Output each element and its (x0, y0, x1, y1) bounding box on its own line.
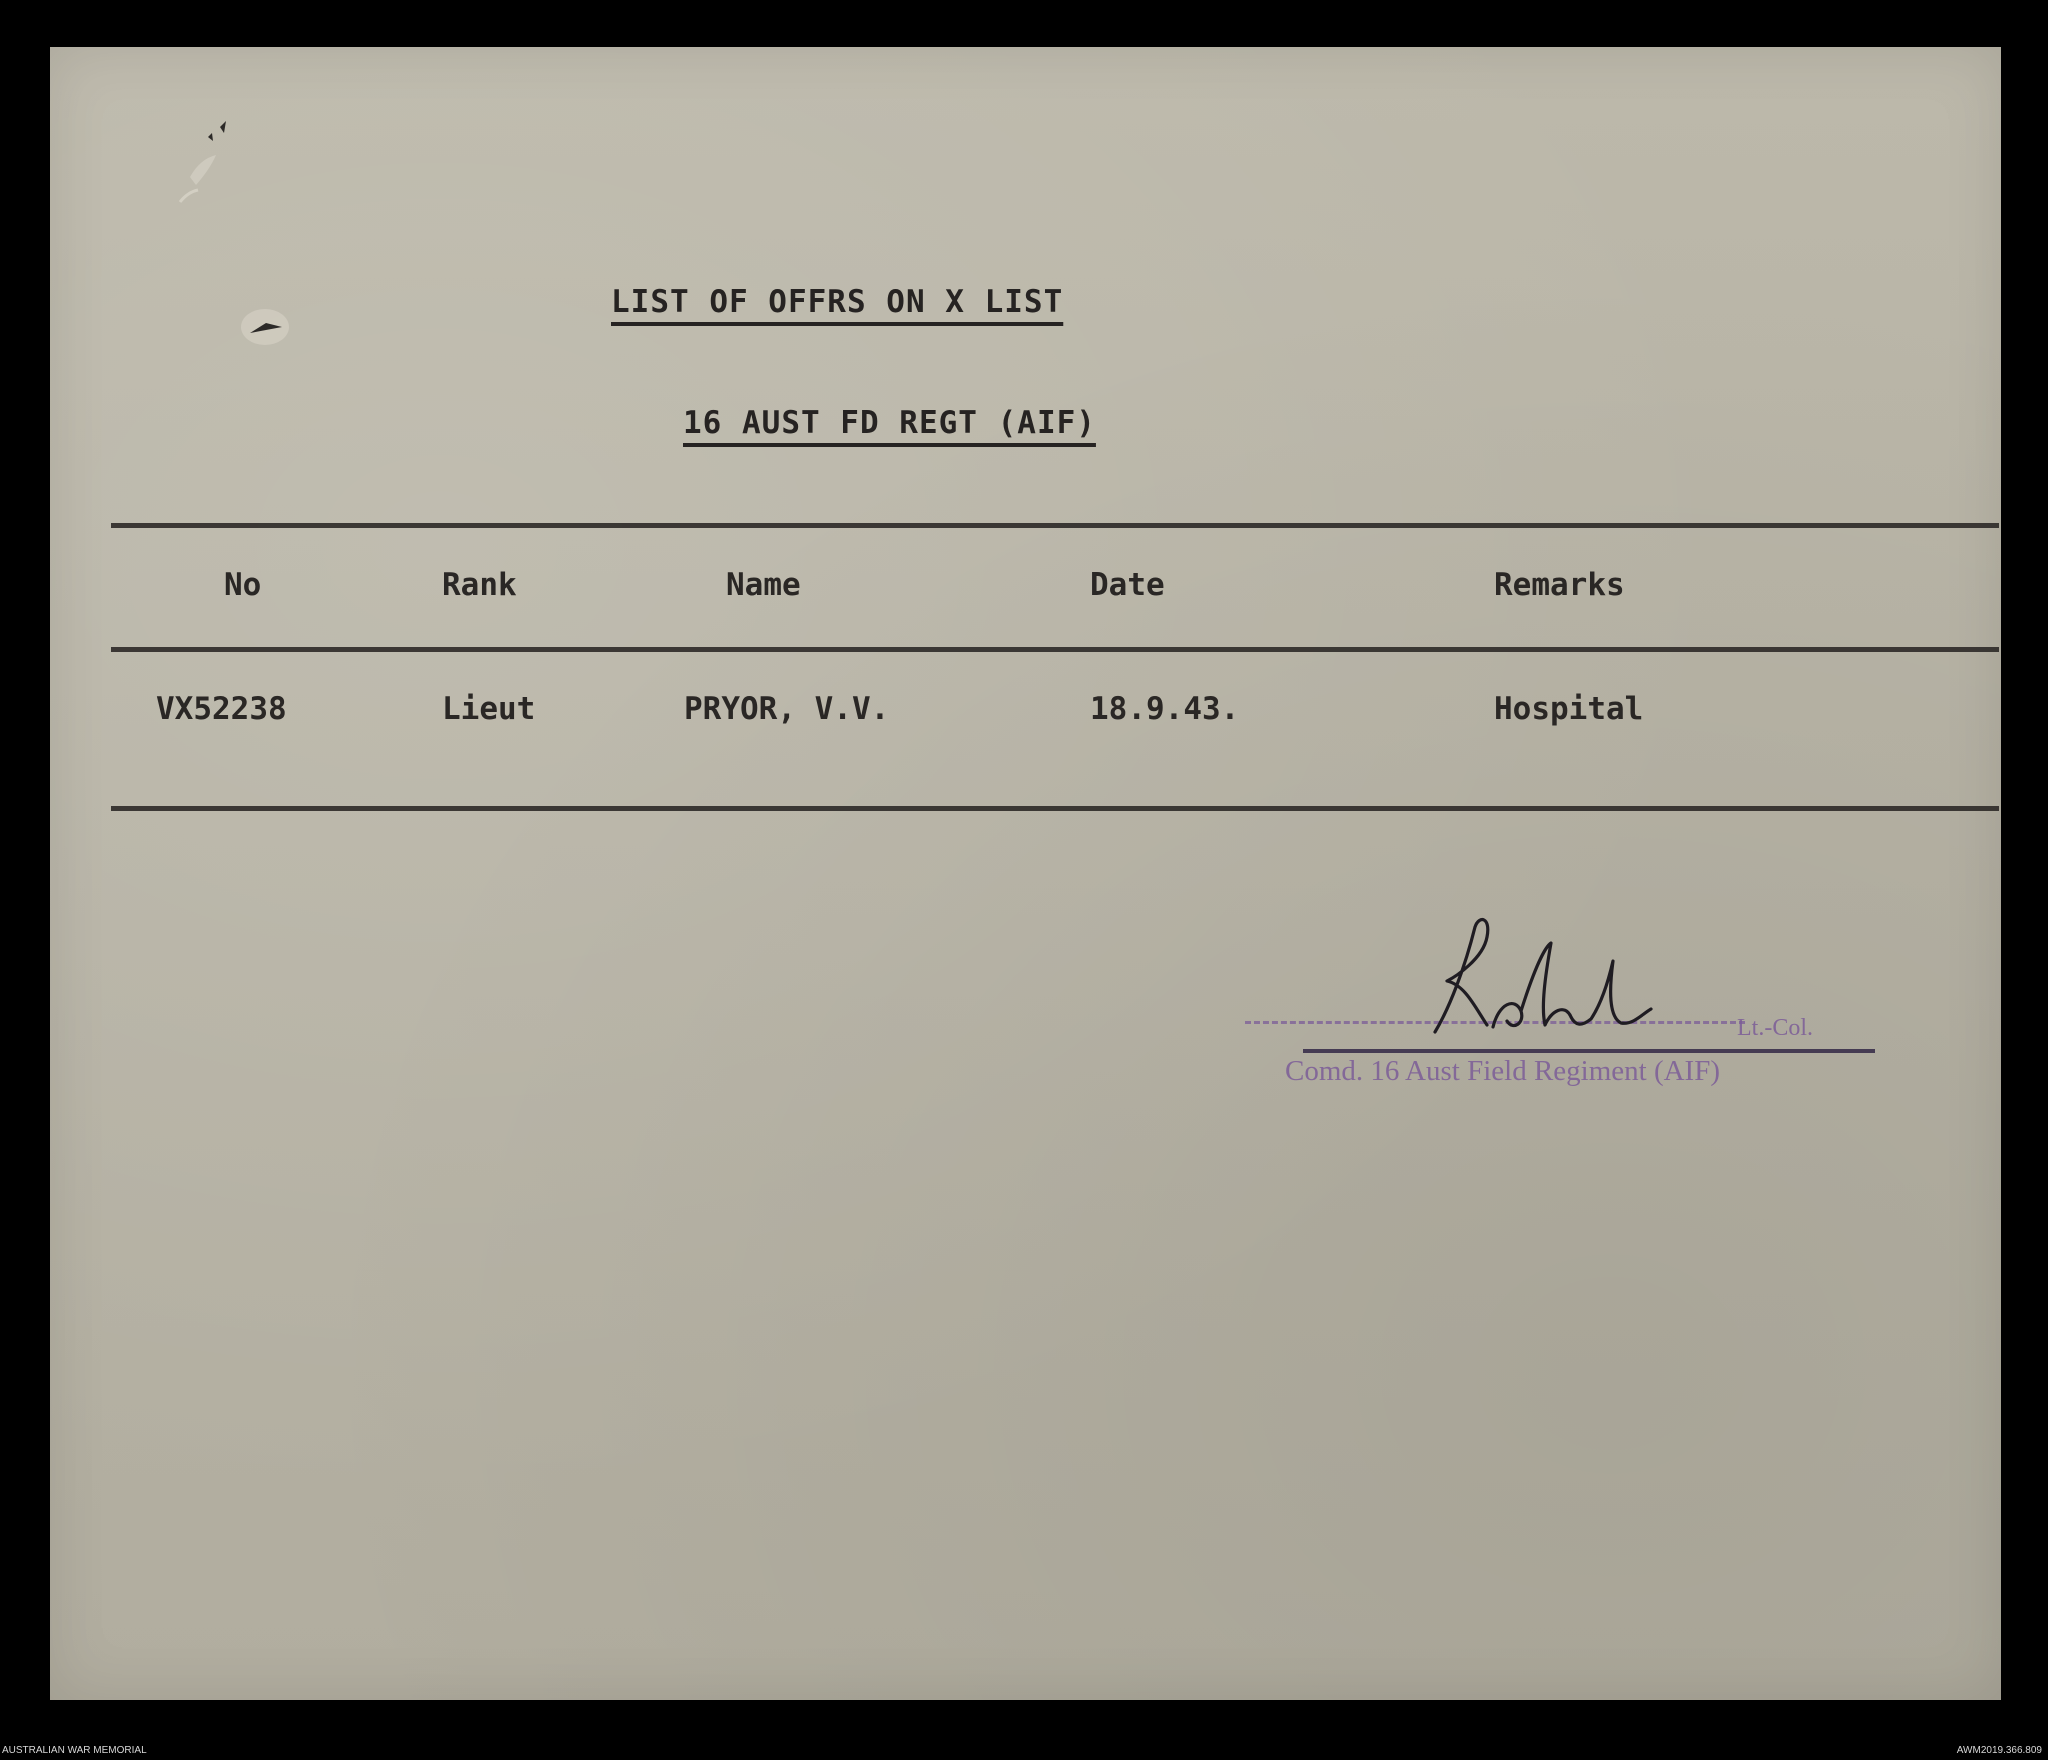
stamp-rank-suffix: Lt.-Col. (1737, 1015, 1813, 1041)
cell-name: PRYOR, V.V. (684, 691, 890, 727)
column-header-rank: Rank (442, 567, 517, 603)
column-header-remarks: Remarks (1494, 567, 1625, 603)
footer-accession-number: AWM2019.366.809 (1956, 1745, 2042, 1756)
table-top-rule (111, 523, 1999, 528)
document-subtitle: 16 AUST FD REGT (AIF) (683, 405, 1096, 441)
signature-block (1245, 907, 1885, 1097)
column-header-no: No (224, 567, 262, 603)
document-title: LIST OF OFFRS ON X LIST (611, 284, 1064, 320)
table-bottom-rule (111, 806, 1999, 811)
footer-institution: AUSTRALIAN WAR MEMORIAL (2, 1745, 147, 1756)
handwritten-signature (1395, 907, 1715, 1057)
signature-line (1303, 1049, 1875, 1053)
cell-remarks: Hospital (1494, 691, 1644, 727)
column-header-name: Name (726, 567, 801, 603)
table-header-rule (111, 647, 1999, 652)
paper-blemish-mark (160, 107, 250, 217)
cell-date: 18.9.43. (1090, 691, 1240, 727)
staple-hole-mark (230, 297, 300, 357)
column-header-date: Date (1090, 567, 1165, 603)
document-sheet (50, 47, 2001, 1700)
cell-rank: Lieut (442, 691, 536, 727)
unit-stamp: Comd. 16 Aust Field Regiment (AIF) (1285, 1055, 1720, 1087)
cell-no: VX52238 (156, 691, 287, 727)
